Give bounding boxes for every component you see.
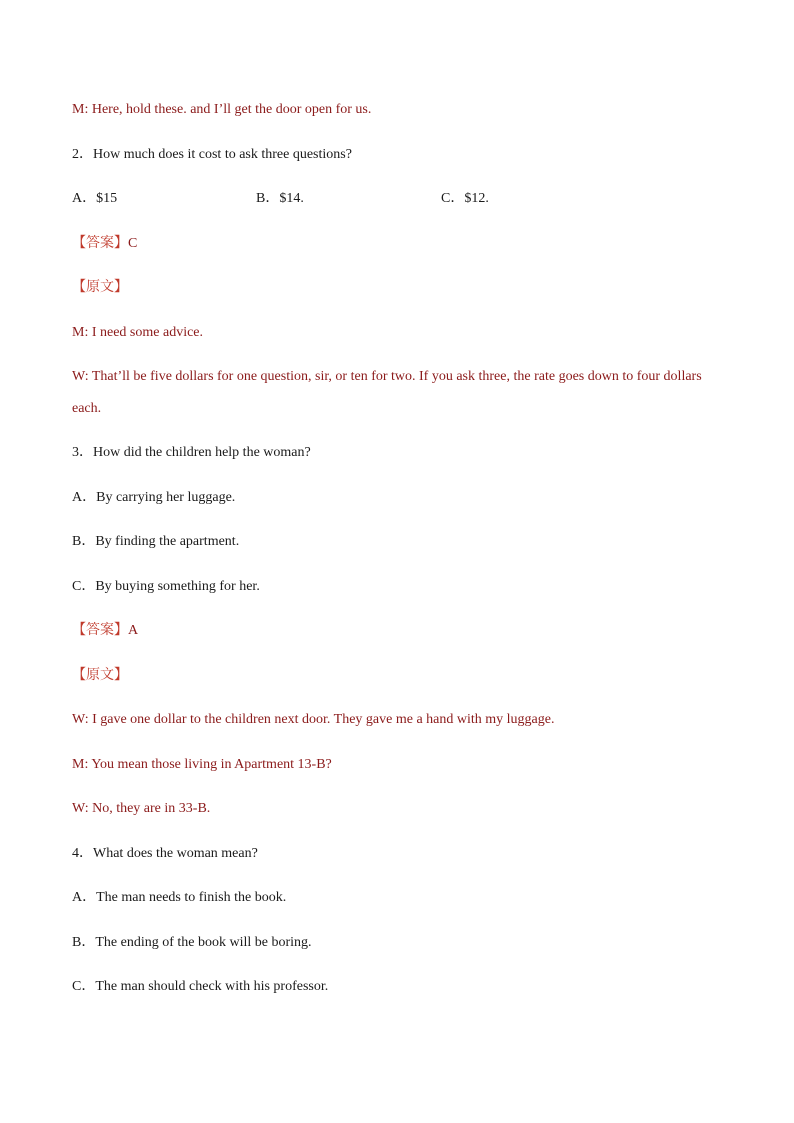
transcript-label: 【原文】 (72, 668, 128, 683)
answer-value: A (128, 623, 139, 638)
option-b: B．By finding the apartment. (72, 534, 240, 549)
question-4: 4．What does the woman mean? (72, 846, 258, 861)
transcript-label: 【原文】 (72, 280, 128, 295)
answer-label: 【答案】 (72, 236, 128, 251)
transcript-line: M: I need some advice. (72, 325, 204, 340)
question-2: 2．How much does it cost to ask three questions? (72, 147, 352, 162)
option-a: A．$15 (72, 191, 118, 206)
option-a: A．By carrying her luggage. (72, 490, 236, 505)
answer-3 (72, 621, 734, 641)
transcript-line: W: I gave one dollar to the children next door. They gave me a hand with my luggage. (72, 712, 555, 727)
transcript-line: W: That’ll be five dollars for one question, sir, or ten for two. If you ask three, the rate goes down to four dollars each. (72, 369, 702, 416)
transcript-line: W: No, they are in 33-B. (72, 801, 211, 816)
answer-label: 【答案】 (72, 623, 128, 638)
answer-value: C (128, 236, 138, 251)
answer-2 (72, 234, 734, 254)
dialogue-line: M: Here, hold these. and I’ll get the door open for us. (72, 102, 372, 117)
option-b: B．The ending of the book will be boring. (72, 935, 312, 950)
option-c: C．$12. (441, 191, 489, 206)
option-c: C．The man should check with his professor. (72, 979, 329, 994)
question-3: 3．How did the children help the woman? (72, 445, 311, 460)
transcript-line: M: You mean those living in Apartment 13-B? (72, 757, 332, 772)
option-c: C．By buying something for her. (72, 579, 260, 594)
option-a: A．The man needs to finish the book. (72, 890, 287, 905)
option-b: B．$14. (256, 191, 304, 206)
